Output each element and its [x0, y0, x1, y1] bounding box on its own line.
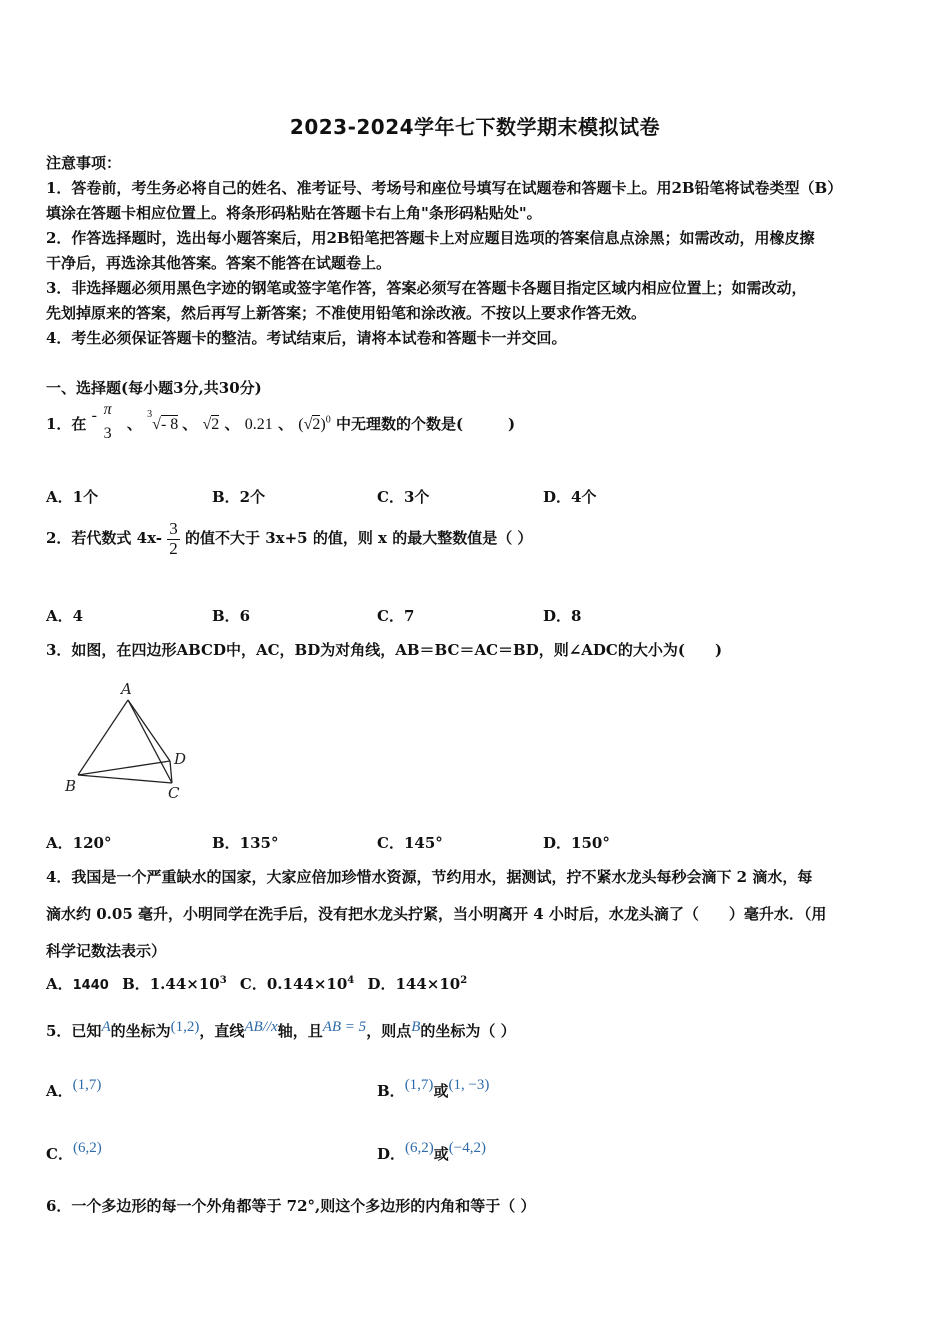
q4-option-d	[367, 975, 467, 993]
q4-option-a-label: A．	[46, 975, 73, 993]
q5-option-b-value-2: (1, −3)	[448, 1077, 490, 1093]
q5-ab-length: AB = 5	[322, 1019, 367, 1035]
edge-ac	[128, 700, 172, 783]
q5-option-d	[377, 1140, 486, 1164]
q5-point-b: B	[411, 1019, 421, 1035]
q2-fraction	[167, 520, 180, 558]
q1-pow-exp: 0	[325, 414, 331, 426]
q1-cube-root	[147, 408, 182, 433]
question-6: 6．一个多边形的每一个外角都等于 72°,则这个多边形的内角和等于（ ）	[46, 1197, 536, 1215]
notice-line-7: 4．考生必须保证答题卡的整洁。考试结束后，请将本试卷和答题卡一并交回。	[46, 329, 567, 347]
q5-option-a-value: (1,7)	[72, 1077, 102, 1093]
radical-icon: √	[152, 416, 161, 433]
q5-option-b-or: 或	[433, 1082, 449, 1100]
question-1	[46, 401, 516, 445]
q3-option-a: A．120°	[46, 834, 112, 852]
notice-line-1: 1．答卷前，考生务必将自己的姓名、准考证号、考场号和座位号填写在试题卷和答题卡上。用2B铅笔将试卷类型（B）	[46, 179, 843, 197]
q1-suffix: 中无理数的个数是( )	[335, 415, 516, 433]
label-a: A	[121, 680, 132, 698]
q1-sep3: 、	[224, 415, 240, 433]
q3-option-d: D．150°	[543, 834, 610, 852]
notice-heading: 注意事项：	[46, 154, 122, 172]
radical-icon: √	[202, 416, 212, 433]
q1-option-b: B．2个	[212, 488, 266, 506]
q2-option-d: D．8	[543, 607, 582, 625]
q1-pow-close: )	[320, 416, 326, 433]
q5-option-c-label: C．	[46, 1145, 73, 1163]
label-c: C	[168, 784, 180, 802]
q2-option-c: C．7	[377, 607, 415, 625]
q5-option-c	[46, 1140, 102, 1164]
q5-option-d-value-1: (6,2)	[405, 1140, 434, 1156]
q1-minus: -	[91, 407, 97, 424]
q3-option-b: B．135°	[212, 834, 279, 852]
q5-option-b-value-1: (1,7)	[404, 1077, 434, 1093]
q1-cbrt-index: 3	[147, 408, 153, 420]
notice-line-6: 先划掉原来的答案，然后再写上新答案；不准使用铅笔和涂改液。不按以上要求作答无效。	[46, 304, 647, 322]
page-title: 2023-2024学年七下数学期末模拟试卷	[289, 115, 661, 139]
q2-denominator: 2	[169, 538, 178, 558]
edge-bc	[78, 775, 172, 783]
q1-three: 3	[103, 425, 112, 442]
q1-sqrt	[203, 415, 220, 433]
q1-pow-body: 2	[312, 416, 321, 433]
q1-prefix: 1．在	[46, 415, 87, 433]
q5-text-6: 的坐标为（ ）	[420, 1022, 516, 1040]
q4-option-d-exp: 2	[460, 975, 468, 986]
edge-ab	[78, 700, 128, 775]
q1-sep1: 、	[126, 415, 142, 433]
edge-ad	[128, 700, 170, 761]
quadrilateral-figure	[60, 678, 200, 803]
question-4-line-1: 4．我国是一个严重缺水的国家，大家应倍加珍惜水资源，节约用水，据测试，拧不紧水龙头每秒会滴下 2 滴水，每	[46, 868, 813, 886]
q2-option-b: B．6	[212, 607, 251, 625]
q1-sep2: 、	[182, 415, 198, 433]
q2-suffix: 的值不大于 3x+5 的值，则 x 的最大整数值是（ ）	[184, 529, 533, 548]
question-4-line-2: 滴水约 0.05 毫升，小明同学在洗手后，没有把水龙头拧紧，当小明离开 4 小时后，水龙头滴了（ ）毫升水．（用	[46, 905, 827, 923]
q5-line-ab: AB//x	[244, 1019, 278, 1035]
q1-power	[298, 416, 330, 433]
q5-option-d-value-2: (−4,2)	[448, 1140, 486, 1156]
q2-option-a: A．4	[46, 607, 84, 625]
q1-option-a: A．1个	[46, 488, 99, 506]
q1-neg-pi-over-3	[91, 401, 122, 445]
q1-pi: π	[103, 401, 112, 418]
q5-text-4: 轴，且	[277, 1022, 323, 1040]
q5-option-d-label: D．	[377, 1145, 406, 1163]
q4-option-b-text: B．1.44×10	[122, 975, 220, 993]
q5-text-1: 5．已知	[46, 1022, 102, 1040]
q4-option-b-exp: 3	[219, 975, 227, 986]
question-5	[46, 1020, 516, 1041]
q5-option-d-or: 或	[433, 1145, 449, 1163]
section-heading: 一、选择题(每小题3分,共30分)	[46, 379, 262, 397]
q4-option-c-text: C．0.144×10	[239, 975, 348, 993]
q1-sqrt-body: 2	[211, 416, 220, 433]
notice-line-3: 2．作答选择题时，选出每小题答案后，用2B铅笔把答题卡上对应题目选项的答案信息点涂黑；如需改动，用橡皮擦	[46, 229, 815, 247]
radical-icon: √	[303, 416, 313, 433]
q5-option-c-value: (6,2)	[72, 1140, 102, 1156]
q4-options	[46, 973, 467, 994]
question-3: 3．如图，在四边形ABCD中，AC，BD为对角线，AB＝BC＝AC＝BD，则∠ADC的大小为( )	[46, 641, 723, 659]
q3-option-c: C．145°	[377, 834, 443, 852]
q5-option-b	[377, 1077, 490, 1101]
q1-cbrt-body: - 8	[160, 416, 179, 433]
q5-coord: (1,2)	[170, 1019, 200, 1035]
q5-text-5: ，则点	[366, 1022, 412, 1040]
q4-option-d-text: D．144×10	[367, 975, 461, 993]
edge-bd	[78, 761, 170, 775]
q1-pow-open: (	[298, 416, 304, 433]
label-b: B	[65, 777, 77, 795]
label-d: D	[174, 750, 187, 768]
q5-option-a	[46, 1077, 102, 1101]
question-2	[46, 520, 532, 558]
q4-option-a-value: 1440	[72, 978, 109, 993]
notice-line-2: 填涂在答题卡相应位置上。将条形码粘贴在答题卡右上角"条形码粘贴处"。	[46, 204, 542, 222]
q5-option-b-label: B．	[377, 1082, 405, 1100]
q2-numerator: 3	[169, 519, 178, 538]
q1-decimal: 0.21	[244, 416, 273, 433]
q1-option-d: D．4个	[543, 488, 597, 506]
q2-prefix: 2．若代数式 4x-	[46, 529, 163, 548]
notice-line-5: 3．非选择题必须用黑色字迹的钢笔或签字笔作答，答案必须写在答题卡各题目指定区域内相应位置上；如需改动，	[46, 279, 807, 297]
q4-option-c	[240, 975, 354, 993]
q5-text-2: 的坐标为	[110, 1022, 171, 1040]
notice-line-4: 干净后，再选涂其他答案。答案不能答在试题卷上。	[46, 254, 392, 272]
q1-sep4: 、	[278, 415, 294, 433]
q1-option-c: C．3个	[377, 488, 430, 506]
q4-option-b	[122, 975, 227, 993]
question-4-line-3: 科学记数法表示）	[46, 942, 167, 960]
q5-text-3: ，直线	[199, 1022, 245, 1040]
q4-option-c-exp: 4	[347, 975, 355, 986]
q5-point-a: A	[101, 1019, 111, 1035]
q5-option-a-label: A．	[46, 1082, 73, 1100]
